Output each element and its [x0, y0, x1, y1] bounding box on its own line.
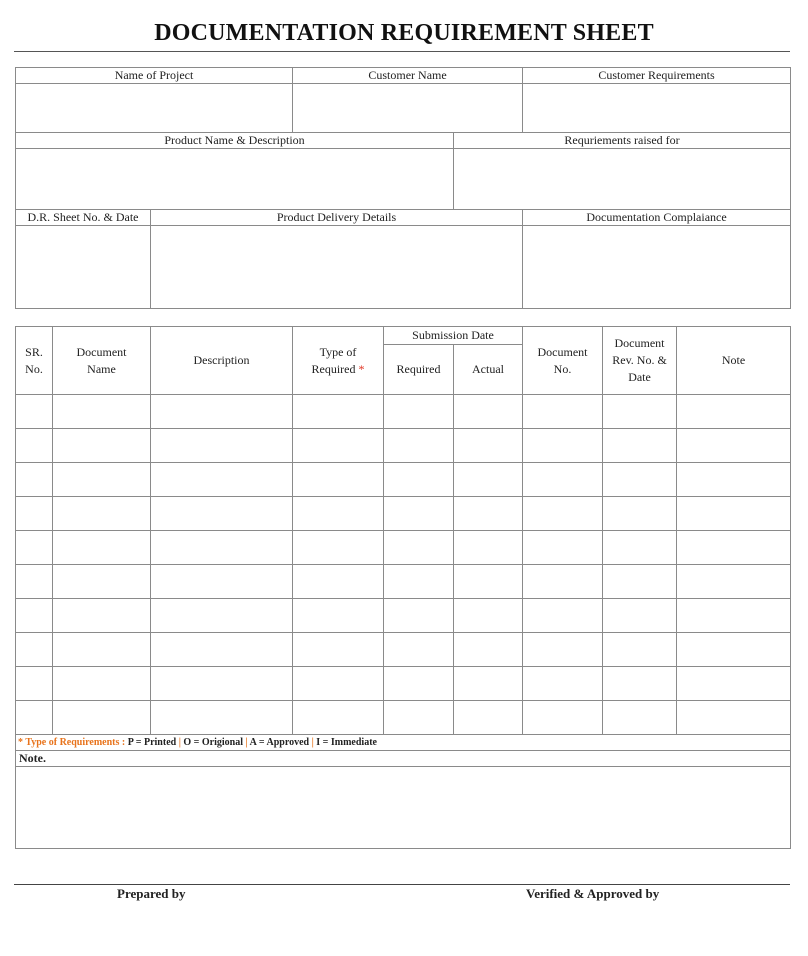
cell-actual[interactable] [454, 701, 523, 735]
verified-approved-by-label: Verified & Approved by [526, 886, 660, 901]
cell-required[interactable] [384, 531, 454, 565]
cell-sr-no[interactable] [16, 701, 53, 735]
cell-document-name[interactable] [53, 395, 151, 429]
column-header-type-of-required: Type of Required * [293, 327, 384, 395]
cell-type-of-required[interactable] [293, 565, 384, 599]
field-name-of-project[interactable] [16, 84, 293, 133]
field-customer-name[interactable] [293, 84, 523, 133]
cell-document-no[interactable] [523, 463, 603, 497]
note-field[interactable] [16, 767, 791, 849]
header-name-of-project: Name of Project [16, 68, 293, 84]
cell-note[interactable] [677, 599, 791, 633]
table-row [16, 565, 791, 599]
table-row [16, 497, 791, 531]
cell-required[interactable] [384, 395, 454, 429]
header-dr-sheet-no-date: D.R. Sheet No. & Date [16, 210, 151, 226]
cell-document-no[interactable] [523, 395, 603, 429]
cell-sr-no[interactable] [16, 497, 53, 531]
cell-type-of-required[interactable] [293, 497, 384, 531]
cell-required[interactable] [384, 497, 454, 531]
field-product-name-description[interactable] [16, 149, 454, 210]
field-requirements-raised-for[interactable] [454, 149, 791, 210]
cell-document-no[interactable] [523, 497, 603, 531]
type-of-requirements-legend: * Type of Requirements : P = Printed | O = Origional | A = Approved | I = Immediate [16, 735, 791, 751]
cell-description[interactable] [151, 497, 293, 531]
cell-document-no[interactable] [523, 531, 603, 565]
column-header-required: Required [384, 345, 454, 395]
cell-document-name[interactable] [53, 565, 151, 599]
cell-document-no[interactable] [523, 565, 603, 599]
table-row [16, 463, 791, 497]
cell-document-no[interactable] [523, 667, 603, 701]
cell-description[interactable] [151, 429, 293, 463]
column-header-submission-date: Submission Date [384, 327, 523, 345]
table-row [16, 667, 791, 701]
table-row [16, 633, 791, 667]
cell-document-name[interactable] [53, 599, 151, 633]
cell-document-name[interactable] [53, 667, 151, 701]
column-header-document-name: Document Name [53, 327, 151, 395]
title-divider [14, 51, 790, 52]
cell-actual[interactable] [454, 565, 523, 599]
cell-required[interactable] [384, 667, 454, 701]
cell-note[interactable] [677, 565, 791, 599]
cell-actual[interactable] [454, 463, 523, 497]
page-title: DOCUMENTATION REQUIREMENT SHEET [154, 20, 654, 46]
signature-divider [14, 884, 790, 885]
cell-required[interactable] [384, 599, 454, 633]
cell-actual[interactable] [454, 599, 523, 633]
cell-note[interactable] [677, 667, 791, 701]
column-header-sr-no: SR. No. [16, 327, 53, 395]
cell-type-of-required[interactable] [293, 633, 384, 667]
cell-type-of-required[interactable] [293, 531, 384, 565]
cell-document-rev[interactable] [603, 497, 677, 531]
cell-required[interactable] [384, 429, 454, 463]
table-row [16, 395, 791, 429]
cell-document-no[interactable] [523, 429, 603, 463]
column-header-actual: Actual [454, 345, 523, 395]
cell-document-name[interactable] [53, 463, 151, 497]
cell-description[interactable] [151, 667, 293, 701]
field-product-delivery-details[interactable] [151, 226, 523, 309]
cell-document-no[interactable] [523, 701, 603, 735]
cell-document-rev[interactable] [603, 463, 677, 497]
cell-note[interactable] [677, 633, 791, 667]
cell-type-of-required[interactable] [293, 463, 384, 497]
cell-document-name[interactable] [53, 497, 151, 531]
cell-required[interactable] [384, 565, 454, 599]
document-requirements-table [15, 326, 791, 849]
cell-sr-no[interactable] [16, 667, 53, 701]
cell-actual[interactable] [454, 633, 523, 667]
cell-actual[interactable] [454, 395, 523, 429]
cell-actual[interactable] [454, 667, 523, 701]
cell-description[interactable] [151, 395, 293, 429]
header-product-name-description: Product Name & Description [16, 133, 454, 149]
cell-document-rev[interactable] [603, 633, 677, 667]
cell-sr-no[interactable] [16, 599, 53, 633]
cell-description[interactable] [151, 633, 293, 667]
cell-type-of-required[interactable] [293, 429, 384, 463]
field-dr-sheet-no-date[interactable] [16, 226, 151, 309]
field-documentation-compliance[interactable] [523, 226, 791, 309]
cell-required[interactable] [384, 463, 454, 497]
table-row [16, 429, 791, 463]
cell-document-rev[interactable] [603, 429, 677, 463]
column-header-note: Note [677, 327, 791, 395]
cell-note[interactable] [677, 395, 791, 429]
cell-sr-no[interactable] [16, 395, 53, 429]
cell-type-of-required[interactable] [293, 599, 384, 633]
column-header-document-no: Document No. [523, 327, 603, 395]
cell-type-of-required[interactable] [293, 395, 384, 429]
cell-type-of-required[interactable] [293, 701, 384, 735]
cell-document-rev[interactable] [603, 565, 677, 599]
cell-required[interactable] [384, 701, 454, 735]
cell-sr-no[interactable] [16, 565, 53, 599]
cell-note[interactable] [677, 463, 791, 497]
cell-document-rev[interactable] [603, 701, 677, 735]
cell-document-rev[interactable] [603, 599, 677, 633]
table-row [16, 599, 791, 633]
project-info-table [15, 67, 791, 309]
cell-sr-no[interactable] [16, 531, 53, 565]
cell-document-name[interactable] [53, 429, 151, 463]
cell-description[interactable] [151, 565, 293, 599]
header-requirements-raised-for: Requriements raised for [454, 133, 791, 149]
cell-document-rev[interactable] [603, 395, 677, 429]
cell-document-name[interactable] [53, 701, 151, 735]
required-marker: * [358, 361, 365, 376]
header-customer-name: Customer Name [293, 68, 523, 84]
cell-actual[interactable] [454, 429, 523, 463]
note-label: Note. [16, 751, 791, 767]
cell-document-no[interactable] [523, 599, 603, 633]
cell-sr-no[interactable] [16, 429, 53, 463]
cell-note[interactable] [677, 429, 791, 463]
column-header-description: Description [151, 327, 293, 395]
cell-actual[interactable] [454, 531, 523, 565]
table-row [16, 531, 791, 565]
header-customer-requirements: Customer Requirements [523, 68, 791, 84]
cell-description[interactable] [151, 531, 293, 565]
cell-description[interactable] [151, 463, 293, 497]
cell-note[interactable] [677, 701, 791, 735]
cell-document-rev[interactable] [603, 531, 677, 565]
cell-document-name[interactable] [53, 633, 151, 667]
header-documentation-compliance: Documentation Complaiance [523, 210, 791, 226]
cell-type-of-required[interactable] [293, 667, 384, 701]
cell-note[interactable] [677, 531, 791, 565]
cell-actual[interactable] [454, 497, 523, 531]
header-product-delivery-details: Product Delivery Details [151, 210, 523, 226]
cell-document-name[interactable] [53, 531, 151, 565]
cell-description[interactable] [151, 599, 293, 633]
cell-document-no[interactable] [523, 633, 603, 667]
cell-sr-no[interactable] [16, 633, 53, 667]
cell-sr-no[interactable] [16, 463, 53, 497]
cell-document-rev[interactable] [603, 667, 677, 701]
cell-description[interactable] [151, 701, 293, 735]
cell-note[interactable] [677, 497, 791, 531]
prepared-by-label: Prepared by [117, 886, 186, 901]
column-header-document-rev: Document Rev. No. & Date [603, 327, 677, 395]
field-customer-requirements[interactable] [523, 84, 791, 133]
table-row [16, 701, 791, 735]
cell-required[interactable] [384, 633, 454, 667]
